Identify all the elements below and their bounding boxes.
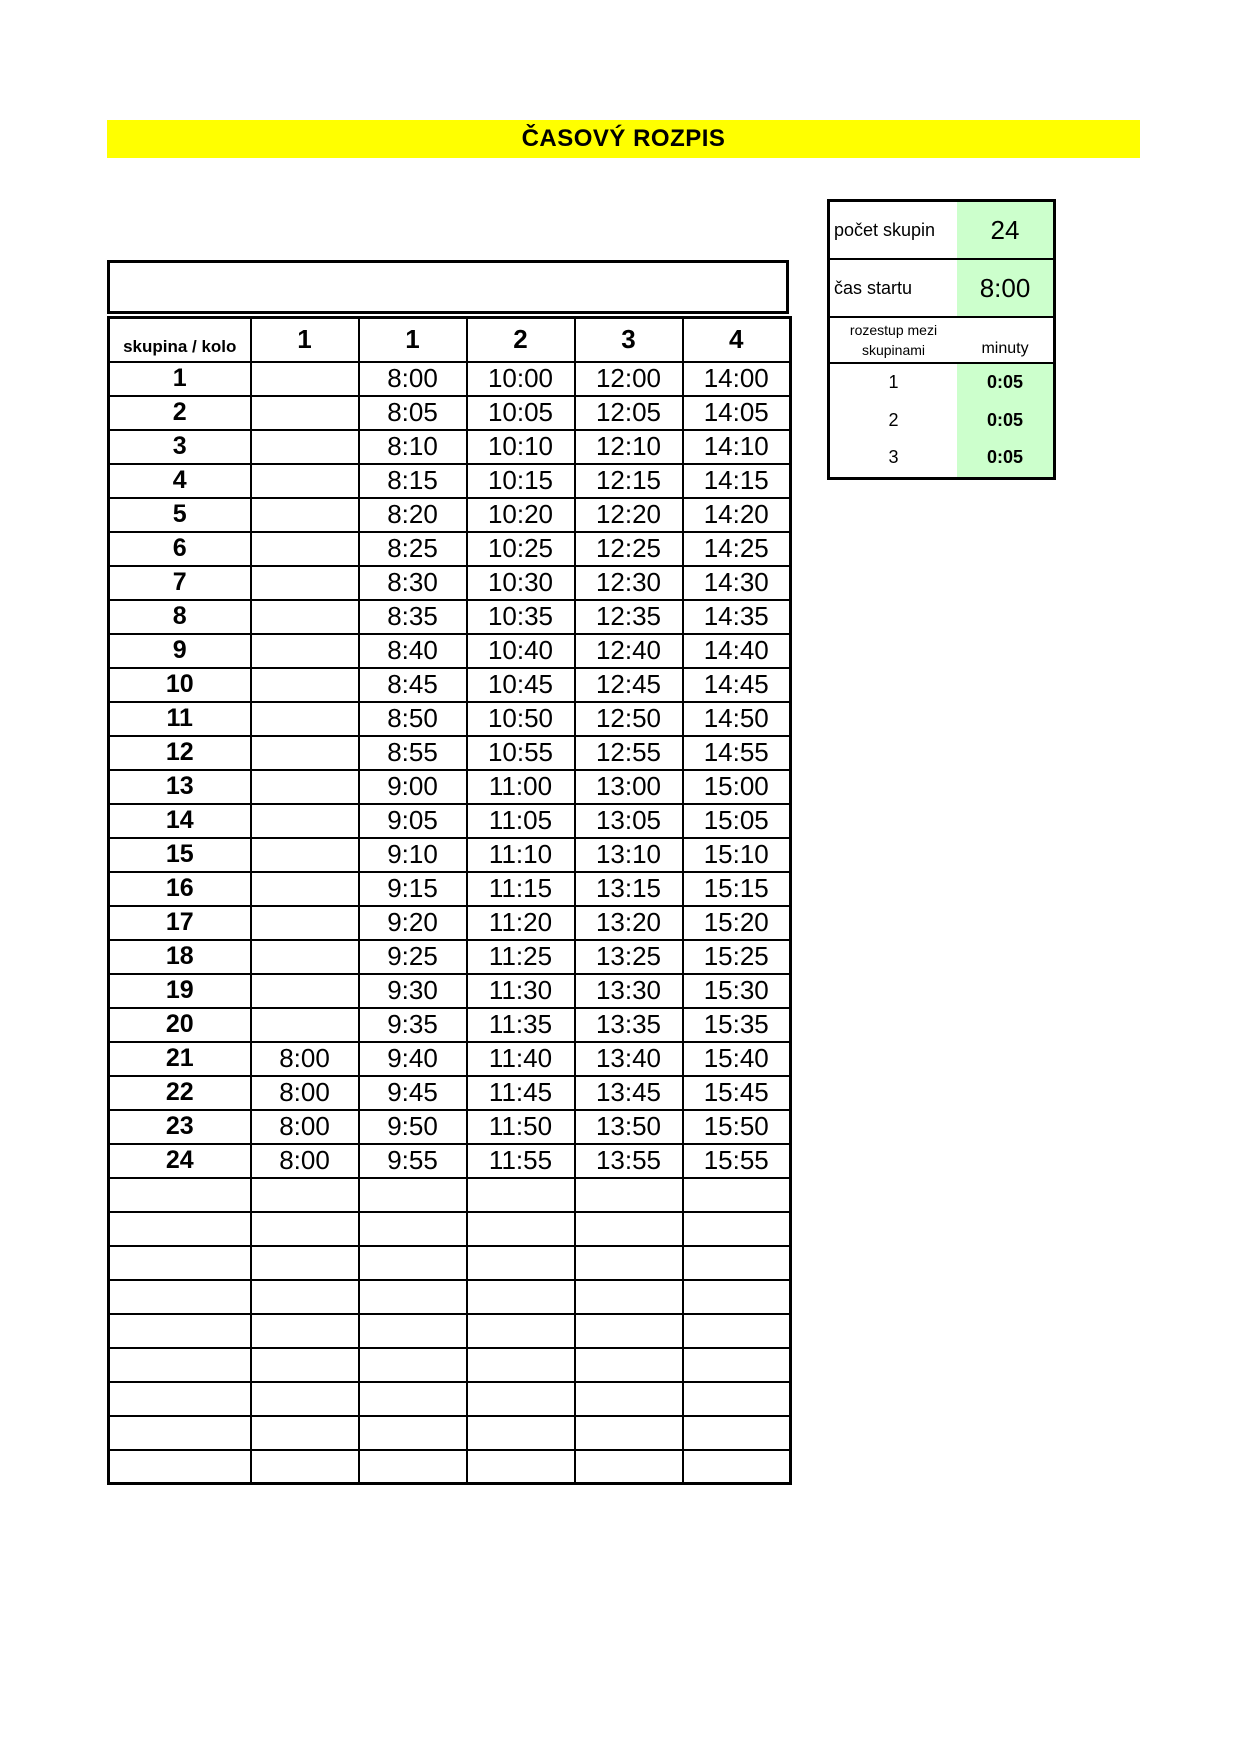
time-cell: 8:50 xyxy=(359,702,467,736)
time-cell xyxy=(575,1450,683,1484)
table-row xyxy=(109,1280,791,1314)
time-cell xyxy=(467,1246,575,1280)
time-cell: 15:35 xyxy=(683,1008,791,1042)
time-cell xyxy=(251,464,359,498)
time-cell: 13:35 xyxy=(575,1008,683,1042)
time-cell xyxy=(359,1212,467,1246)
time-cell: 15:40 xyxy=(683,1042,791,1076)
group-number-cell xyxy=(109,1314,251,1348)
time-cell: 11:40 xyxy=(467,1042,575,1076)
time-cell: 9:10 xyxy=(359,838,467,872)
time-cell xyxy=(251,940,359,974)
group-number-cell: 7 xyxy=(109,566,251,600)
time-cell: 12:45 xyxy=(575,668,683,702)
table-row xyxy=(109,1382,791,1416)
time-cell: 15:15 xyxy=(683,872,791,906)
time-cell xyxy=(251,600,359,634)
group-number-cell: 1 xyxy=(109,362,251,396)
schedule-name-field[interactable] xyxy=(107,260,789,314)
time-cell: 9:55 xyxy=(359,1144,467,1178)
time-cell xyxy=(467,1212,575,1246)
time-cell: 9:50 xyxy=(359,1110,467,1144)
table-row xyxy=(109,668,791,702)
time-cell: 8:00 xyxy=(251,1110,359,1144)
time-cell: 10:55 xyxy=(467,736,575,770)
time-cell: 14:40 xyxy=(683,634,791,668)
time-cell: 8:10 xyxy=(359,430,467,464)
group-number-cell: 15 xyxy=(109,838,251,872)
schedule-table xyxy=(107,316,792,1485)
time-cell xyxy=(467,1382,575,1416)
time-cell xyxy=(251,838,359,872)
time-cell: 10:05 xyxy=(467,396,575,430)
time-cell: 11:25 xyxy=(467,940,575,974)
groups-count-row xyxy=(830,202,1053,260)
time-cell: 14:20 xyxy=(683,498,791,532)
group-number-cell xyxy=(109,1212,251,1246)
gap-value[interactable]: 0:05 xyxy=(986,409,1024,430)
time-cell xyxy=(683,1246,791,1280)
time-cell xyxy=(683,1178,791,1212)
time-cell: 12:10 xyxy=(575,430,683,464)
time-cell: 12:05 xyxy=(575,396,683,430)
group-number-cell: 22 xyxy=(109,1076,251,1110)
group-number-cell: 12 xyxy=(109,736,251,770)
column-header-round: 1 xyxy=(359,318,467,362)
time-cell: 12:30 xyxy=(575,566,683,600)
table-row xyxy=(109,736,791,770)
gap-list xyxy=(830,364,1053,477)
time-cell xyxy=(467,1348,575,1382)
time-cell xyxy=(575,1178,683,1212)
gap-value[interactable]: 0:05 xyxy=(986,372,1024,393)
group-number-cell xyxy=(109,1280,251,1314)
time-cell xyxy=(251,702,359,736)
table-row xyxy=(109,532,791,566)
group-number-cell xyxy=(109,1416,251,1450)
groups-count-label: počet skupin xyxy=(834,219,936,240)
table-row xyxy=(109,1348,791,1382)
time-cell: 8:45 xyxy=(359,668,467,702)
group-number-cell: 3 xyxy=(109,430,251,464)
time-cell: 13:15 xyxy=(575,872,683,906)
time-cell xyxy=(251,1178,359,1212)
time-cell: 12:55 xyxy=(575,736,683,770)
time-cell: 8:35 xyxy=(359,600,467,634)
start-time-row xyxy=(830,260,1053,318)
time-cell: 14:30 xyxy=(683,566,791,600)
time-cell: 13:00 xyxy=(575,770,683,804)
table-row xyxy=(109,396,791,430)
table-row xyxy=(109,1076,791,1110)
settings-panel xyxy=(827,199,1056,480)
table-row xyxy=(109,1314,791,1348)
gap-index: 1 xyxy=(888,372,899,393)
table-row xyxy=(109,906,791,940)
gap-index: 3 xyxy=(888,447,899,468)
time-cell: 15:05 xyxy=(683,804,791,838)
time-cell xyxy=(683,1348,791,1382)
time-cell xyxy=(467,1178,575,1212)
time-cell xyxy=(467,1314,575,1348)
table-row xyxy=(109,1212,791,1246)
time-cell: 10:10 xyxy=(467,430,575,464)
time-cell xyxy=(251,1416,359,1450)
time-cell: 9:30 xyxy=(359,974,467,1008)
table-row xyxy=(109,362,791,396)
time-cell xyxy=(251,872,359,906)
time-cell xyxy=(251,1008,359,1042)
table-row xyxy=(109,872,791,906)
time-cell: 8:30 xyxy=(359,566,467,600)
time-cell: 13:20 xyxy=(575,906,683,940)
gap-label: rozestup mezi skupinami xyxy=(849,322,938,358)
time-cell xyxy=(251,362,359,396)
time-cell: 15:10 xyxy=(683,838,791,872)
time-cell xyxy=(683,1280,791,1314)
time-cell: 15:55 xyxy=(683,1144,791,1178)
time-cell: 9:00 xyxy=(359,770,467,804)
time-cell: 10:25 xyxy=(467,532,575,566)
time-cell xyxy=(359,1280,467,1314)
time-cell: 11:15 xyxy=(467,872,575,906)
group-number-cell: 16 xyxy=(109,872,251,906)
table-row xyxy=(109,974,791,1008)
time-cell: 8:55 xyxy=(359,736,467,770)
gap-header-row xyxy=(830,318,1053,364)
table-row xyxy=(109,770,791,804)
time-cell: 14:35 xyxy=(683,600,791,634)
group-number-cell: 20 xyxy=(109,1008,251,1042)
time-cell: 13:40 xyxy=(575,1042,683,1076)
time-cell xyxy=(359,1416,467,1450)
time-cell: 15:50 xyxy=(683,1110,791,1144)
time-cell: 13:45 xyxy=(575,1076,683,1110)
time-cell xyxy=(575,1416,683,1450)
time-cell: 14:10 xyxy=(683,430,791,464)
group-number-cell: 9 xyxy=(109,634,251,668)
group-number-cell: 13 xyxy=(109,770,251,804)
time-cell xyxy=(683,1416,791,1450)
minutes-label: minuty xyxy=(981,340,1029,357)
time-cell xyxy=(251,804,359,838)
table-row xyxy=(109,498,791,532)
time-cell: 15:30 xyxy=(683,974,791,1008)
group-number-cell xyxy=(109,1348,251,1382)
group-number-cell: 21 xyxy=(109,1042,251,1076)
time-cell xyxy=(359,1382,467,1416)
time-cell xyxy=(467,1450,575,1484)
time-cell: 9:05 xyxy=(359,804,467,838)
time-cell: 13:50 xyxy=(575,1110,683,1144)
time-cell xyxy=(683,1314,791,1348)
time-cell xyxy=(251,1314,359,1348)
time-cell: 13:30 xyxy=(575,974,683,1008)
table-row xyxy=(109,634,791,668)
time-cell: 10:00 xyxy=(467,362,575,396)
time-cell xyxy=(575,1246,683,1280)
time-cell: 12:50 xyxy=(575,702,683,736)
time-cell: 8:40 xyxy=(359,634,467,668)
time-cell: 9:35 xyxy=(359,1008,467,1042)
time-cell: 14:05 xyxy=(683,396,791,430)
table-row xyxy=(109,1144,791,1178)
time-cell: 11:05 xyxy=(467,804,575,838)
column-header-round: 1 xyxy=(251,318,359,362)
table-header-row xyxy=(109,318,791,362)
table-row xyxy=(109,940,791,974)
time-cell: 10:35 xyxy=(467,600,575,634)
column-header-round: 2 xyxy=(467,318,575,362)
time-cell: 12:35 xyxy=(575,600,683,634)
time-cell: 9:25 xyxy=(359,940,467,974)
time-cell xyxy=(359,1178,467,1212)
time-cell: 11:55 xyxy=(467,1144,575,1178)
group-number-cell xyxy=(109,1246,251,1280)
column-header-round: 4 xyxy=(683,318,791,362)
group-number-cell: 14 xyxy=(109,804,251,838)
time-cell: 11:20 xyxy=(467,906,575,940)
group-number-cell: 6 xyxy=(109,532,251,566)
time-cell xyxy=(251,430,359,464)
table-row xyxy=(109,1110,791,1144)
time-cell: 14:50 xyxy=(683,702,791,736)
time-cell xyxy=(359,1450,467,1484)
time-cell: 14:25 xyxy=(683,532,791,566)
time-cell: 8:00 xyxy=(359,362,467,396)
time-cell: 10:15 xyxy=(467,464,575,498)
time-cell: 10:45 xyxy=(467,668,575,702)
time-cell xyxy=(359,1314,467,1348)
column-header-group-round: skupina / kolo xyxy=(109,318,251,362)
time-cell: 15:00 xyxy=(683,770,791,804)
time-cell: 13:55 xyxy=(575,1144,683,1178)
time-cell xyxy=(251,668,359,702)
time-cell xyxy=(575,1212,683,1246)
time-cell: 15:45 xyxy=(683,1076,791,1110)
time-cell xyxy=(575,1280,683,1314)
time-cell: 11:45 xyxy=(467,1076,575,1110)
time-cell xyxy=(251,498,359,532)
time-cell xyxy=(251,906,359,940)
time-cell: 14:00 xyxy=(683,362,791,396)
time-cell: 13:25 xyxy=(575,940,683,974)
table-row xyxy=(109,1450,791,1484)
time-cell: 14:55 xyxy=(683,736,791,770)
time-cell xyxy=(359,1246,467,1280)
group-number-cell xyxy=(109,1178,251,1212)
table-row xyxy=(109,1042,791,1076)
time-cell xyxy=(251,974,359,1008)
groups-count-value[interactable]: 24 xyxy=(957,202,1053,258)
time-cell xyxy=(467,1416,575,1450)
group-number-cell xyxy=(109,1450,251,1484)
time-cell: 10:40 xyxy=(467,634,575,668)
start-time-label: čas startu xyxy=(834,277,913,298)
time-cell xyxy=(251,770,359,804)
table-row xyxy=(109,566,791,600)
group-number-cell: 4 xyxy=(109,464,251,498)
table-row xyxy=(109,804,791,838)
group-number-cell: 24 xyxy=(109,1144,251,1178)
group-number-cell: 19 xyxy=(109,974,251,1008)
time-cell xyxy=(251,634,359,668)
group-number-cell: 11 xyxy=(109,702,251,736)
time-cell xyxy=(251,532,359,566)
time-cell xyxy=(251,1450,359,1484)
time-cell xyxy=(575,1348,683,1382)
group-number-cell: 17 xyxy=(109,906,251,940)
start-time-value[interactable]: 8:00 xyxy=(957,260,1053,316)
time-cell: 8:00 xyxy=(251,1076,359,1110)
time-cell: 14:45 xyxy=(683,668,791,702)
table-row xyxy=(109,1008,791,1042)
time-cell: 11:35 xyxy=(467,1008,575,1042)
gap-value[interactable]: 0:05 xyxy=(986,447,1024,468)
time-cell: 11:00 xyxy=(467,770,575,804)
group-number-cell: 10 xyxy=(109,668,251,702)
group-number-cell: 2 xyxy=(109,396,251,430)
table-row xyxy=(109,1246,791,1280)
time-cell: 8:00 xyxy=(251,1042,359,1076)
time-cell xyxy=(251,1280,359,1314)
group-number-cell: 18 xyxy=(109,940,251,974)
page-title: ČASOVÝ ROZPIS xyxy=(107,120,1140,158)
time-cell xyxy=(575,1314,683,1348)
time-cell: 15:20 xyxy=(683,906,791,940)
time-cell: 14:15 xyxy=(683,464,791,498)
table-row xyxy=(109,464,791,498)
time-cell: 11:10 xyxy=(467,838,575,872)
column-header-round: 3 xyxy=(575,318,683,362)
time-cell: 15:25 xyxy=(683,940,791,974)
time-cell: 8:25 xyxy=(359,532,467,566)
group-number-cell: 5 xyxy=(109,498,251,532)
table-row xyxy=(109,430,791,464)
time-cell: 9:40 xyxy=(359,1042,467,1076)
time-cell: 9:45 xyxy=(359,1076,467,1110)
time-cell: 12:00 xyxy=(575,362,683,396)
time-cell xyxy=(251,1212,359,1246)
time-cell: 11:50 xyxy=(467,1110,575,1144)
time-cell: 12:20 xyxy=(575,498,683,532)
table-row xyxy=(109,600,791,634)
time-cell xyxy=(251,1348,359,1382)
time-cell xyxy=(575,1382,683,1416)
time-cell: 9:20 xyxy=(359,906,467,940)
table-row xyxy=(109,1416,791,1450)
time-cell: 13:10 xyxy=(575,838,683,872)
time-cell xyxy=(251,1246,359,1280)
group-number-cell: 8 xyxy=(109,600,251,634)
time-cell: 13:05 xyxy=(575,804,683,838)
group-number-cell: 23 xyxy=(109,1110,251,1144)
time-cell xyxy=(467,1280,575,1314)
time-cell xyxy=(251,1382,359,1416)
time-cell: 8:15 xyxy=(359,464,467,498)
time-cell xyxy=(251,396,359,430)
time-cell: 12:25 xyxy=(575,532,683,566)
time-cell: 8:05 xyxy=(359,396,467,430)
time-cell: 10:20 xyxy=(467,498,575,532)
table-row xyxy=(109,838,791,872)
time-cell: 12:40 xyxy=(575,634,683,668)
time-cell: 12:15 xyxy=(575,464,683,498)
time-cell: 10:30 xyxy=(467,566,575,600)
table-row xyxy=(109,1178,791,1212)
time-cell xyxy=(683,1382,791,1416)
time-cell xyxy=(251,566,359,600)
time-cell: 11:30 xyxy=(467,974,575,1008)
time-cell xyxy=(683,1450,791,1484)
time-cell: 8:20 xyxy=(359,498,467,532)
time-cell: 9:15 xyxy=(359,872,467,906)
time-cell xyxy=(683,1212,791,1246)
group-number-cell xyxy=(109,1382,251,1416)
time-cell xyxy=(251,736,359,770)
table-row xyxy=(109,702,791,736)
time-cell xyxy=(359,1348,467,1382)
time-cell: 10:50 xyxy=(467,702,575,736)
time-cell: 8:00 xyxy=(251,1144,359,1178)
gap-index: 2 xyxy=(888,409,899,430)
